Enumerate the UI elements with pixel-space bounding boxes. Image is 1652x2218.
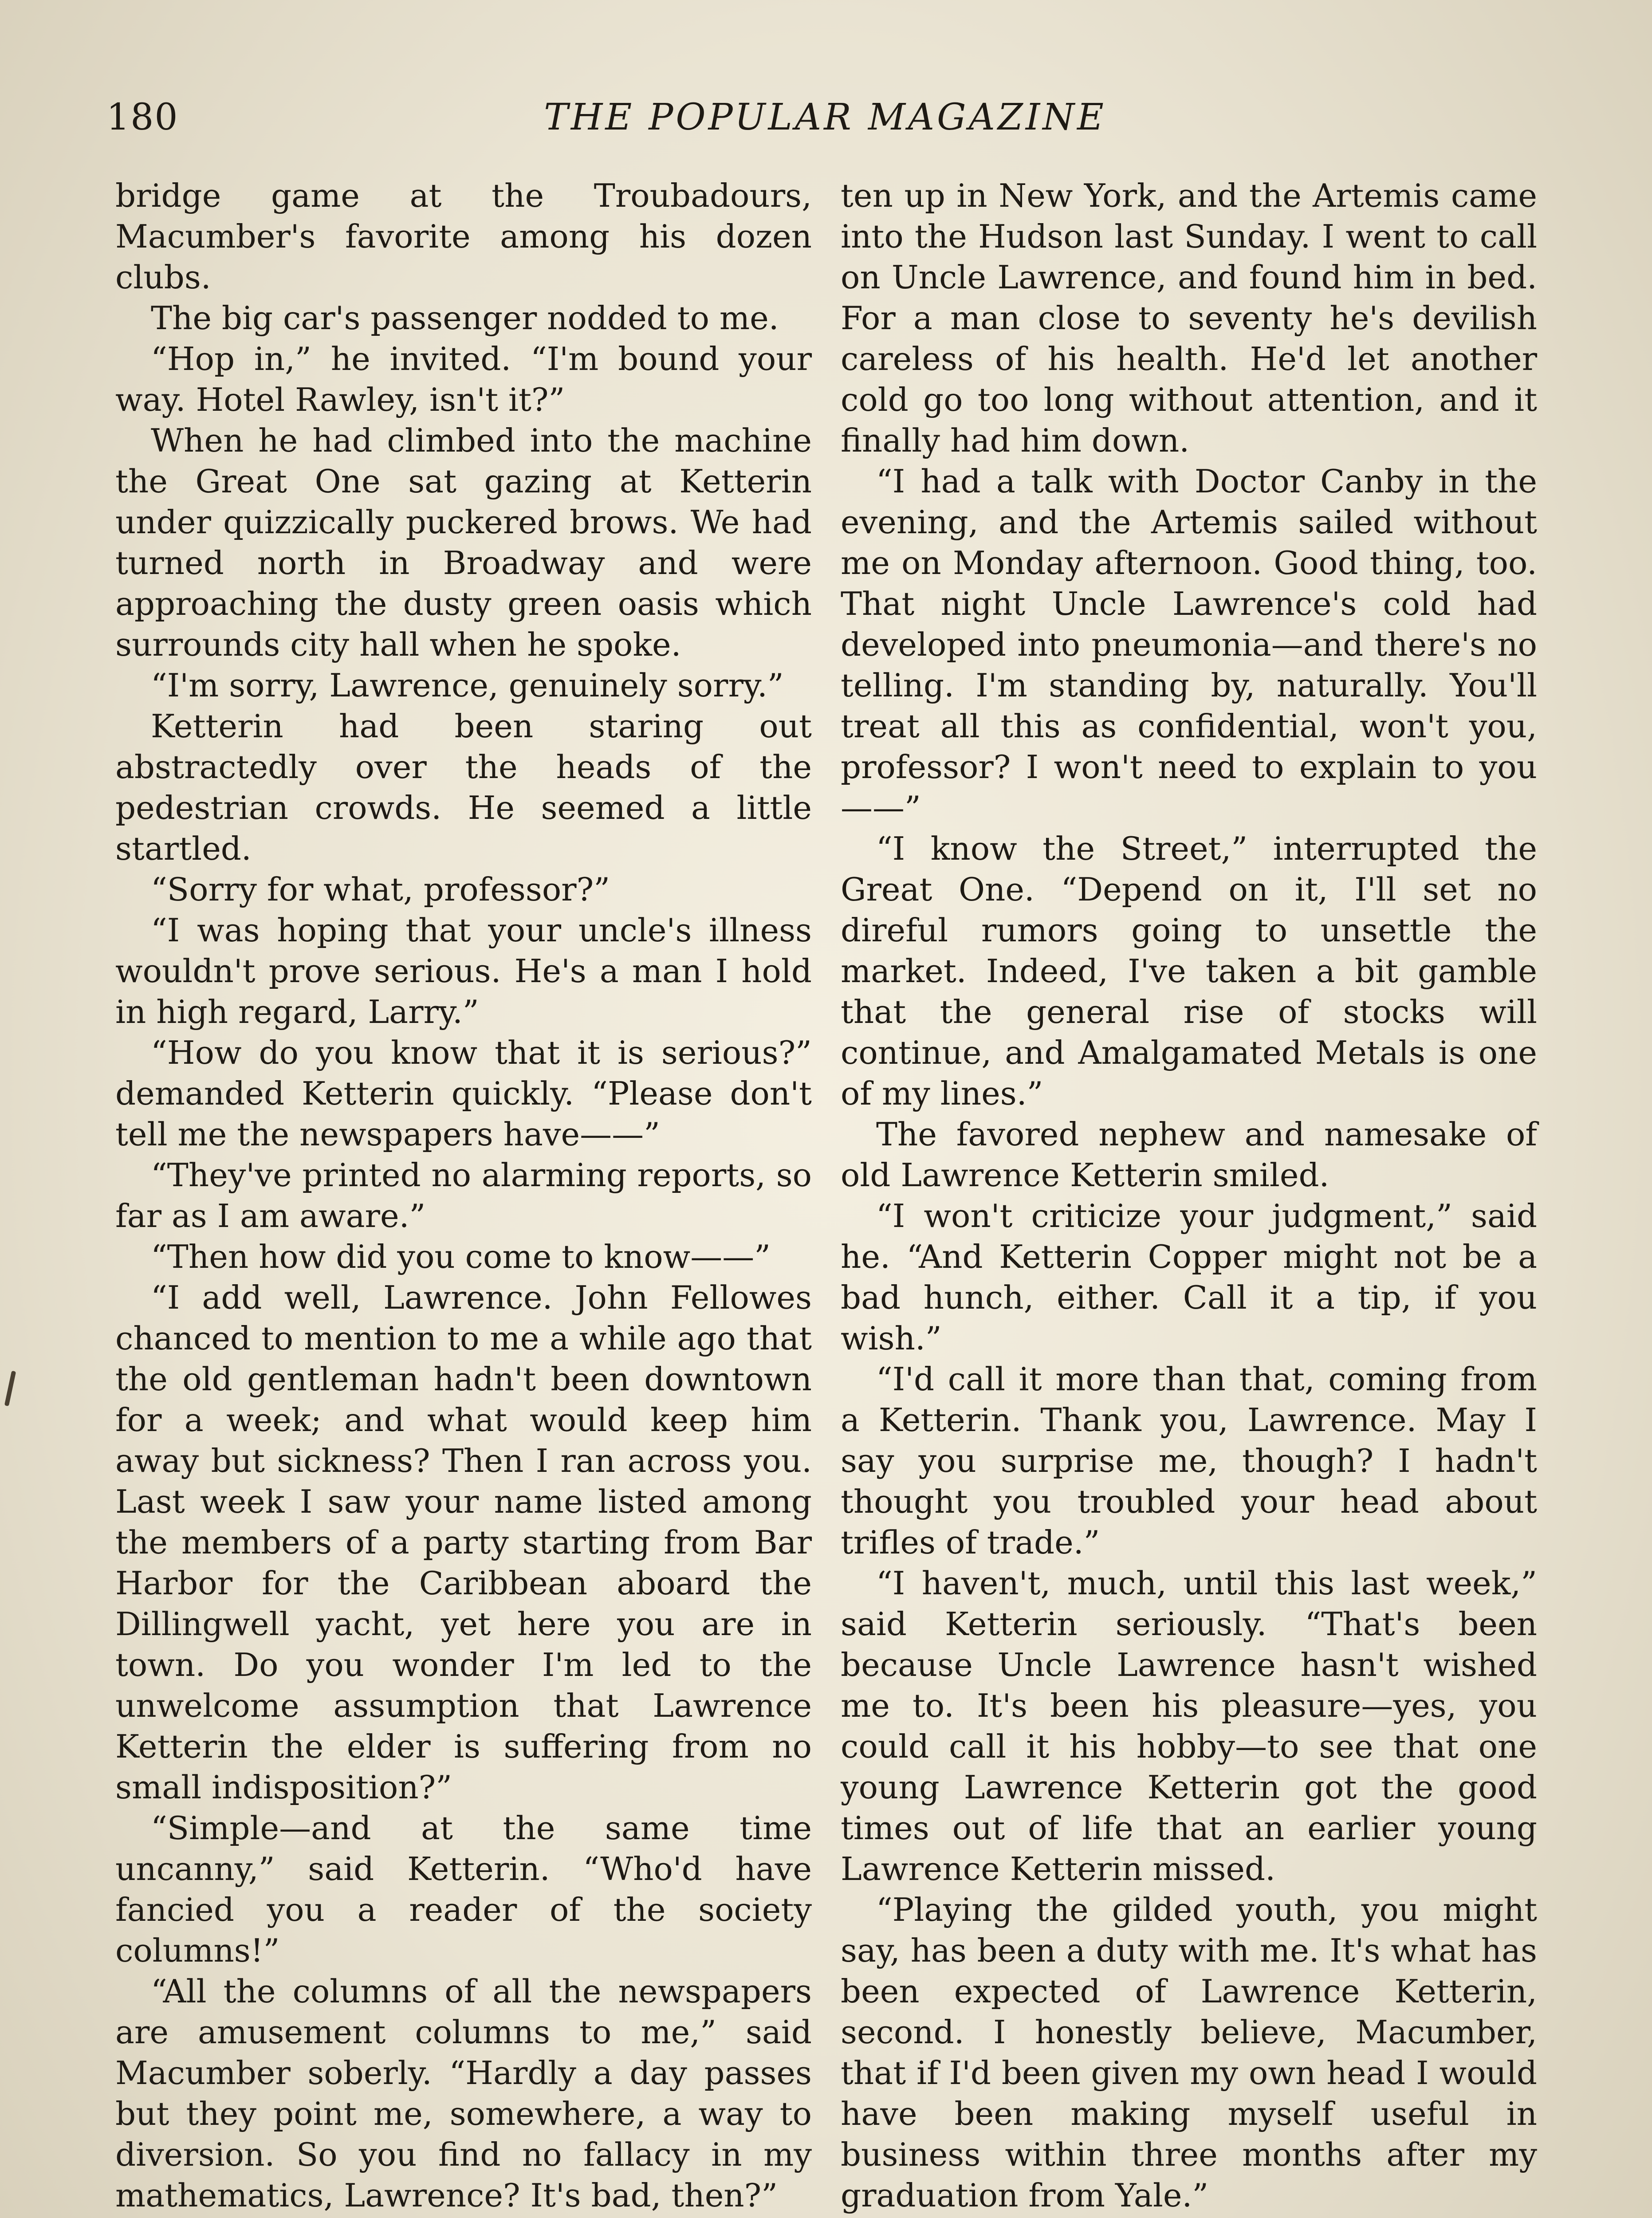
paragraph: ten up in New York, and the Artemis came into the Hudson last Sunday. I went to call on Uncle Lawrence, and found him in bed. For a man close to seventy he's devilish careless of his health. He'd let another cold go too long without attention, and it finally had him down. (841, 177, 1537, 459)
paragraph: “I won't criticize your judgment,” said he. “And Ketterin Copper might not be a bad hunch, either. Call it a tip, if you wish.” (841, 1197, 1537, 1357)
paragraph: “I haven't, much, until this last week,” said Ketterin seriously. “That's been because Uncle Lawrence hasn't wished me to. It's been his pleasure—yes, you could call it his hobby—to see that one young Lawrence Ketterin got the good times out of life that an earlier young Lawrence Ketterin missed. (841, 1565, 1537, 1888)
paragraph: The big car's passenger nodded to me. (151, 299, 779, 337)
paragraph: “Hop in,” he invited. “I'm bound your way. Hotel Rawley, isn't it?” (115, 340, 812, 418)
paragraph: “Then how did you come to know——” (151, 1238, 771, 1275)
right-column (841, 175, 1537, 2218)
paragraph: Ketterin had been staring out abstractedly over the heads of the pedestrian crowds. He seemed a little startled. (115, 708, 812, 867)
paragraph: When he had climbed into the machine the Great One sat gazing at Ketterin under quizzically puckered brows. We had turned north in Broadway and were approaching the dusty green oasis which surrounds city hall when he spoke. (115, 422, 812, 663)
paragraph: “They've printed no alarming reports, so far as I am aware.” (115, 1156, 812, 1235)
running-title: THE POPULAR MAGAZINE (544, 96, 1106, 138)
paragraph: “I was hoping that your uncle's illness wouldn't prove serious. He's a man I hold in high regard, Larry.” (115, 912, 812, 1030)
paragraph: “I'm sorry, Lawrence, genuinely sorry.” (151, 667, 784, 704)
page-number: 180 (106, 96, 179, 138)
paragraph: “I know the Street,” interrupted the Great One. “Depend on it, I'll set no direful rumors going to unsettle the market. Indeed, I've taken a bit gamble that the general rise of stocks will continue, and Amalgamated Metals is one of my lines.” (841, 830, 1537, 1112)
page-header (106, 89, 1544, 151)
paragraph: “Playing the gilded youth, you might say, has been a duty with me. It's what has been expected of Lawrence Ketterin, second. I honestly believe, Macumber, that if I'd been given my own head I would have been making myself useful in business within three months after my graduation from Yale.” (841, 1891, 1537, 2214)
left-column (115, 175, 812, 2218)
paragraph: “I'd call it more than that, coming from a Ketterin. Thank you, Lawrence. May I say you surprise me, though? I hadn't thought you troubled your head about trifles of trade.” (841, 1361, 1537, 1561)
paragraph (115, 2216, 812, 2218)
paragraph: bridge game at the Troubadours, Macumber's favorite among his dozen clubs. (115, 177, 812, 296)
paragraph: “Sorry for what, professor?” (151, 871, 610, 908)
paragraph: “All the columns of all the newspapers are amusement columns to me,” said Macumber soberly. “Hardly a day passes but they point me, somewhere, a way to diversion. So you find no fallacy in my mathematics, Lawrence? It's bad, then?” (115, 1973, 812, 2214)
paragraph: “Simple—and at the same time uncanny,” said Ketterin. “Who'd have fancied you a reader of the society columns!” (115, 1809, 812, 1969)
paragraph (841, 2216, 1537, 2218)
paragraph: “I had a talk with Doctor Canby in the evening, and the Artemis sailed without me on Monday afternoon. Good thing, too. That night Uncle Lawrence's cold had developed into pneumonia—and there's no telling. I'm standing by, naturally. You'll treat all this as confidential, won't you, professor? I won't need to explain to you——” (841, 463, 1537, 826)
paragraph: “I add well, Lawrence. John Fellowes chanced to mention to me a while ago that the old gentleman hadn't been downtown for a week; and what would keep him away but sickness? Then I ran across you. Last week I saw your name listed among the members of a party starting from Bar Harbor for the Caribbean aboard the Dillingwell yacht, yet here you are in town. Do you wonder I'm led to the unwelcome assumption that Lawrence Ketterin the elder is suffering from no small indisposition?” (115, 1279, 812, 1806)
paragraph: “How do you know that it is serious?” demanded Ketterin quickly. “Please don't tell me the newspapers have——” (115, 1034, 812, 1153)
paragraph: The favored nephew and namesake of old Lawrence Ketterin smiled. (841, 1116, 1537, 1194)
